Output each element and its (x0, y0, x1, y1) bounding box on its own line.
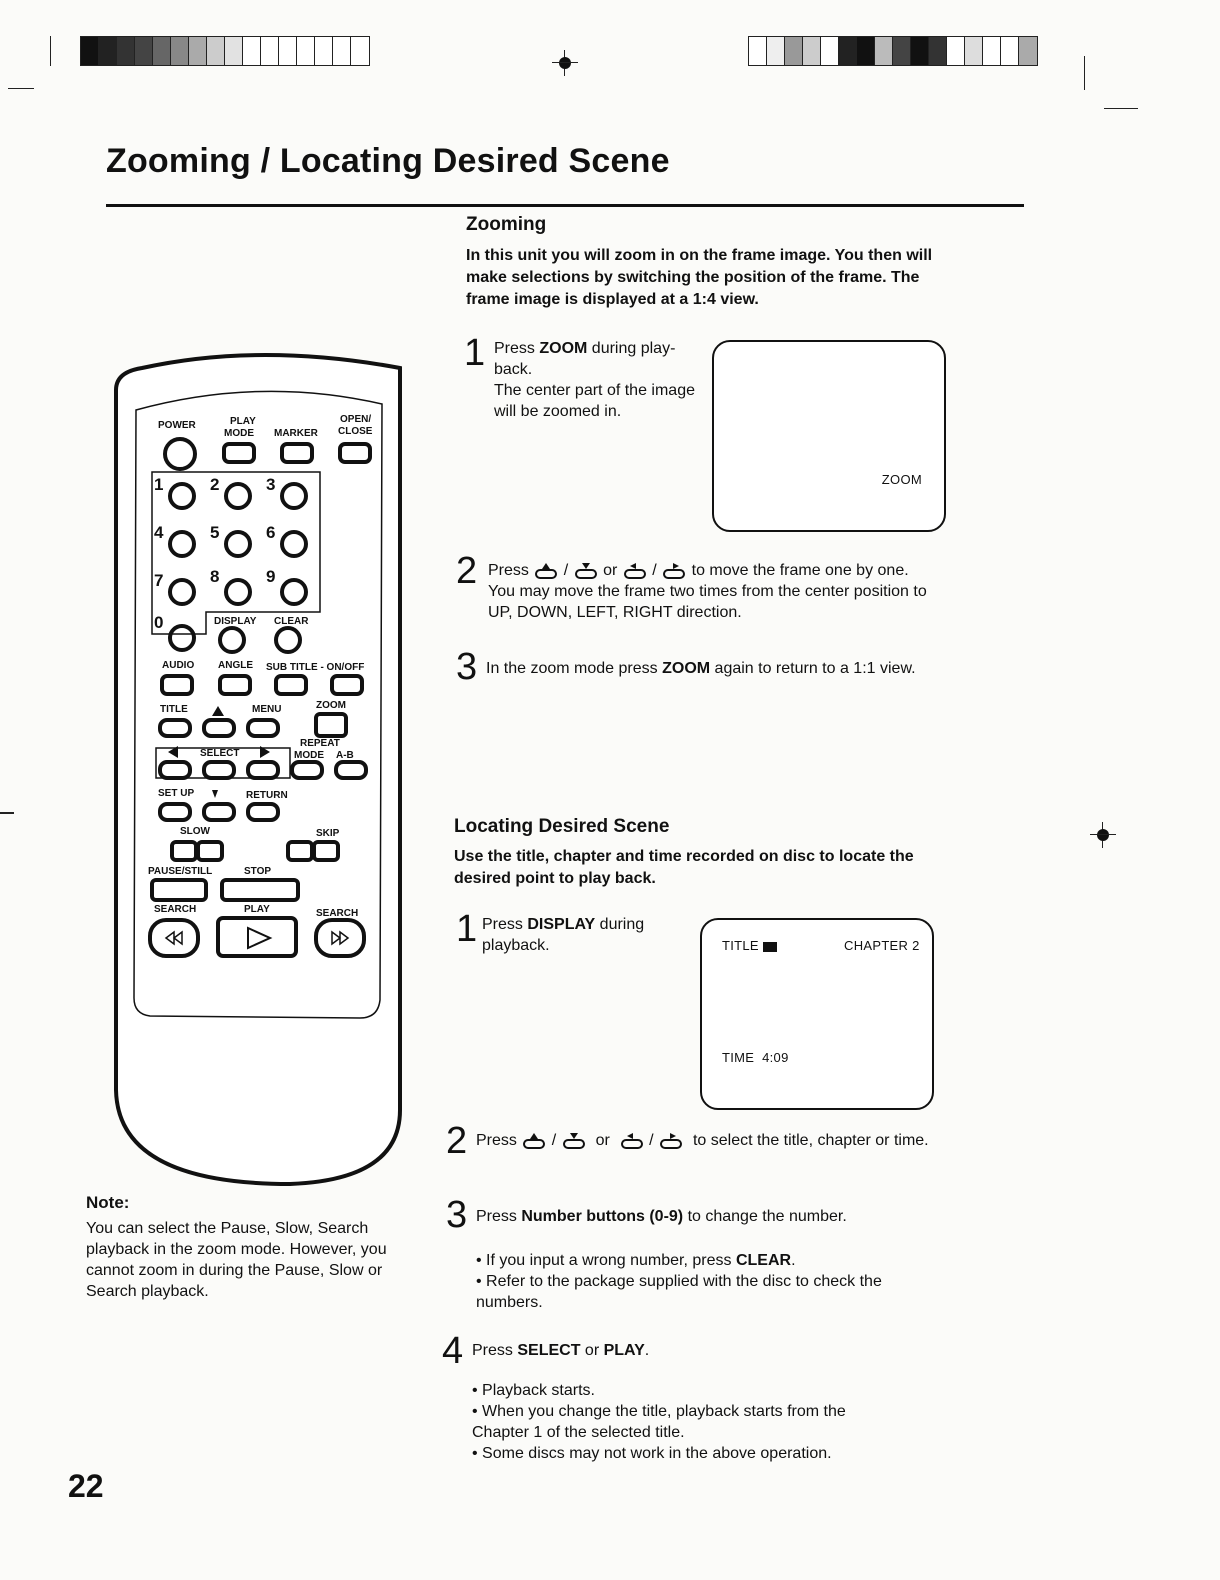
remote-clear-label: CLEAR (274, 616, 309, 627)
remote-title-label: TITLE (160, 704, 188, 715)
remote-control-illustration (110, 350, 410, 1190)
locate-step2-number: 2 (446, 1120, 468, 1162)
note-body: You can select the Pause, Slow, Search playback in the zoom mode. However, you cannot zoom in during the Pause, Slow or Search playback. (86, 1220, 387, 1300)
remote-digit-1: 1 (154, 475, 164, 494)
up-arrow-button-icon (533, 562, 559, 580)
left-arrow-button-icon (619, 1132, 645, 1150)
remote-play-bar-label: PLAY (244, 904, 270, 915)
page-number: 22 (68, 1468, 104, 1504)
locate-step3-number: 3 (446, 1194, 468, 1236)
locate-step2-text: Press / or / to select the title, chapter or time. (476, 1132, 929, 1149)
zoom-screen-diagram (712, 340, 946, 532)
remote-pause-label: PAUSE/STILL (148, 866, 213, 877)
remote-select-label: SELECT (200, 748, 240, 759)
down-arrow-button-icon (573, 562, 599, 580)
remote-zoom-label: ZOOM (316, 700, 346, 711)
remote-digit-2: 2 (210, 475, 220, 494)
remote-return-label: RETURN (246, 790, 288, 801)
remote-digit-7: 7 (154, 571, 164, 590)
zoom-screen-label: ZOOM (881, 472, 922, 487)
title-indicator-icon (763, 942, 777, 952)
list-item: • If you input a wrong number, press CLEAR. (476, 1250, 936, 1271)
remote-stop-label: STOP (244, 866, 272, 877)
remote-play-label: PLAY (230, 416, 256, 427)
remote-search-left-label: SEARCH (154, 904, 197, 915)
zoom-step1-text: Press ZOOM during play-back. The center part of the image will be zoomed in. (494, 340, 695, 420)
remote-mode-label: MODE (224, 428, 254, 439)
remote-slow-label: SLOW (180, 826, 210, 837)
list-item: • When you change the title, playback starts from the Chapter 1 of the selected title. (472, 1401, 892, 1443)
remote-skip-label: SKIP (316, 828, 340, 839)
page-title: Zooming / Locating Desired Scene (106, 142, 670, 180)
remote-audio-label: AUDIO (162, 660, 195, 671)
color-registration-bar-left (80, 36, 370, 66)
up-arrow-button-icon (521, 1132, 547, 1150)
locate-step4-number: 4 (442, 1330, 464, 1372)
remote-digit-8: 8 (210, 567, 220, 586)
list-item: • Some discs may not work in the above operation. (472, 1443, 892, 1464)
zoom-step2-number: 2 (456, 550, 478, 592)
right-arrow-button-icon (661, 562, 687, 580)
crop-mark-left (50, 36, 51, 66)
color-registration-bar-right (748, 36, 1038, 66)
remote-digit-6: 6 (266, 523, 276, 542)
remote-repeat-ab-label: A-B (336, 750, 354, 761)
remote-menu-label: MENU (252, 704, 282, 715)
list-item: • Refer to the package supplied with the disc to check the numbers. (476, 1271, 936, 1313)
remote-digit-5: 5 (210, 523, 220, 542)
remote-power-label: POWER (158, 420, 196, 431)
remote-digit-4: 4 (154, 523, 164, 542)
remote-marker-label: MARKER (274, 428, 318, 439)
left-arrow-button-icon (622, 562, 648, 580)
zoom-step3-number: 3 (456, 646, 478, 688)
remote-repeat-label: REPEAT (300, 738, 340, 749)
locating-intro: Use the title, chapter and time recorded on disc to locate the desired point to play back. (454, 848, 914, 887)
zoom-step2-text: Press / or / to move the frame one by one. You may move the frame two times from the center position to UP, DOWN, LEFT, RIGHT direction. (488, 562, 927, 621)
remote-digit-0: 0 (154, 613, 164, 632)
remote-subtitle-label: SUB TITLE - ON/OFF (266, 662, 365, 673)
remote-angle-label: ANGLE (218, 660, 253, 671)
locate-step3-text: Press Number buttons (0-9) to change the number. (476, 1208, 847, 1225)
registration-crosshair-right-icon (1090, 822, 1116, 848)
display-screen-diagram (700, 918, 934, 1110)
registration-crosshair-icon (552, 50, 578, 76)
crop-mark-left-h (8, 88, 34, 89)
down-arrow-button-icon (561, 1132, 587, 1150)
locate-step1-text: Press DISPLAY during playback. (482, 916, 645, 954)
locating-heading: Locating Desired Scene (454, 816, 670, 837)
remote-setup-label: SET UP (158, 788, 195, 799)
zoom-step3-text: In the zoom mode press ZOOM again to return to a 1:1 view. (486, 660, 916, 677)
remote-digit-3: 3 (266, 475, 276, 494)
screen-chapter-readout: CHAPTER 2 (844, 938, 920, 953)
locate-step1-number: 1 (456, 908, 478, 950)
remote-repeat-mode-label: MODE (294, 750, 324, 761)
right-arrow-button-icon (658, 1132, 684, 1150)
remote-display-label: DISPLAY (214, 616, 257, 627)
screen-time-readout: TIME 4:09 (722, 1050, 789, 1065)
remote-search-right-label: SEARCH (316, 908, 359, 919)
crop-mark-right (1084, 56, 1085, 90)
note-heading: Note: (86, 1193, 130, 1212)
screen-title-readout: TITLE (722, 938, 777, 953)
remote-digit-9: 9 (266, 567, 276, 586)
zooming-heading: Zooming (466, 214, 547, 235)
locate-step4-bullets (472, 1380, 892, 1464)
remote-close-label: CLOSE (338, 426, 373, 437)
zoom-step1-number: 1 (464, 332, 486, 374)
list-item: • Playback starts. (472, 1380, 892, 1401)
title-rule (106, 204, 1024, 207)
locate-step4-text: Press SELECT or PLAY. (472, 1342, 650, 1359)
remote-open-label: OPEN/ (340, 414, 372, 425)
locate-step3-bullets (476, 1250, 936, 1313)
crop-mark-right-h (1104, 108, 1138, 109)
zooming-intro: In this unit you will zoom in on the frame image. You then will make selections by switching the position of the frame. The frame image is displayed at a 1:4 view. (466, 247, 933, 308)
crop-mark-left-mid (0, 812, 14, 814)
